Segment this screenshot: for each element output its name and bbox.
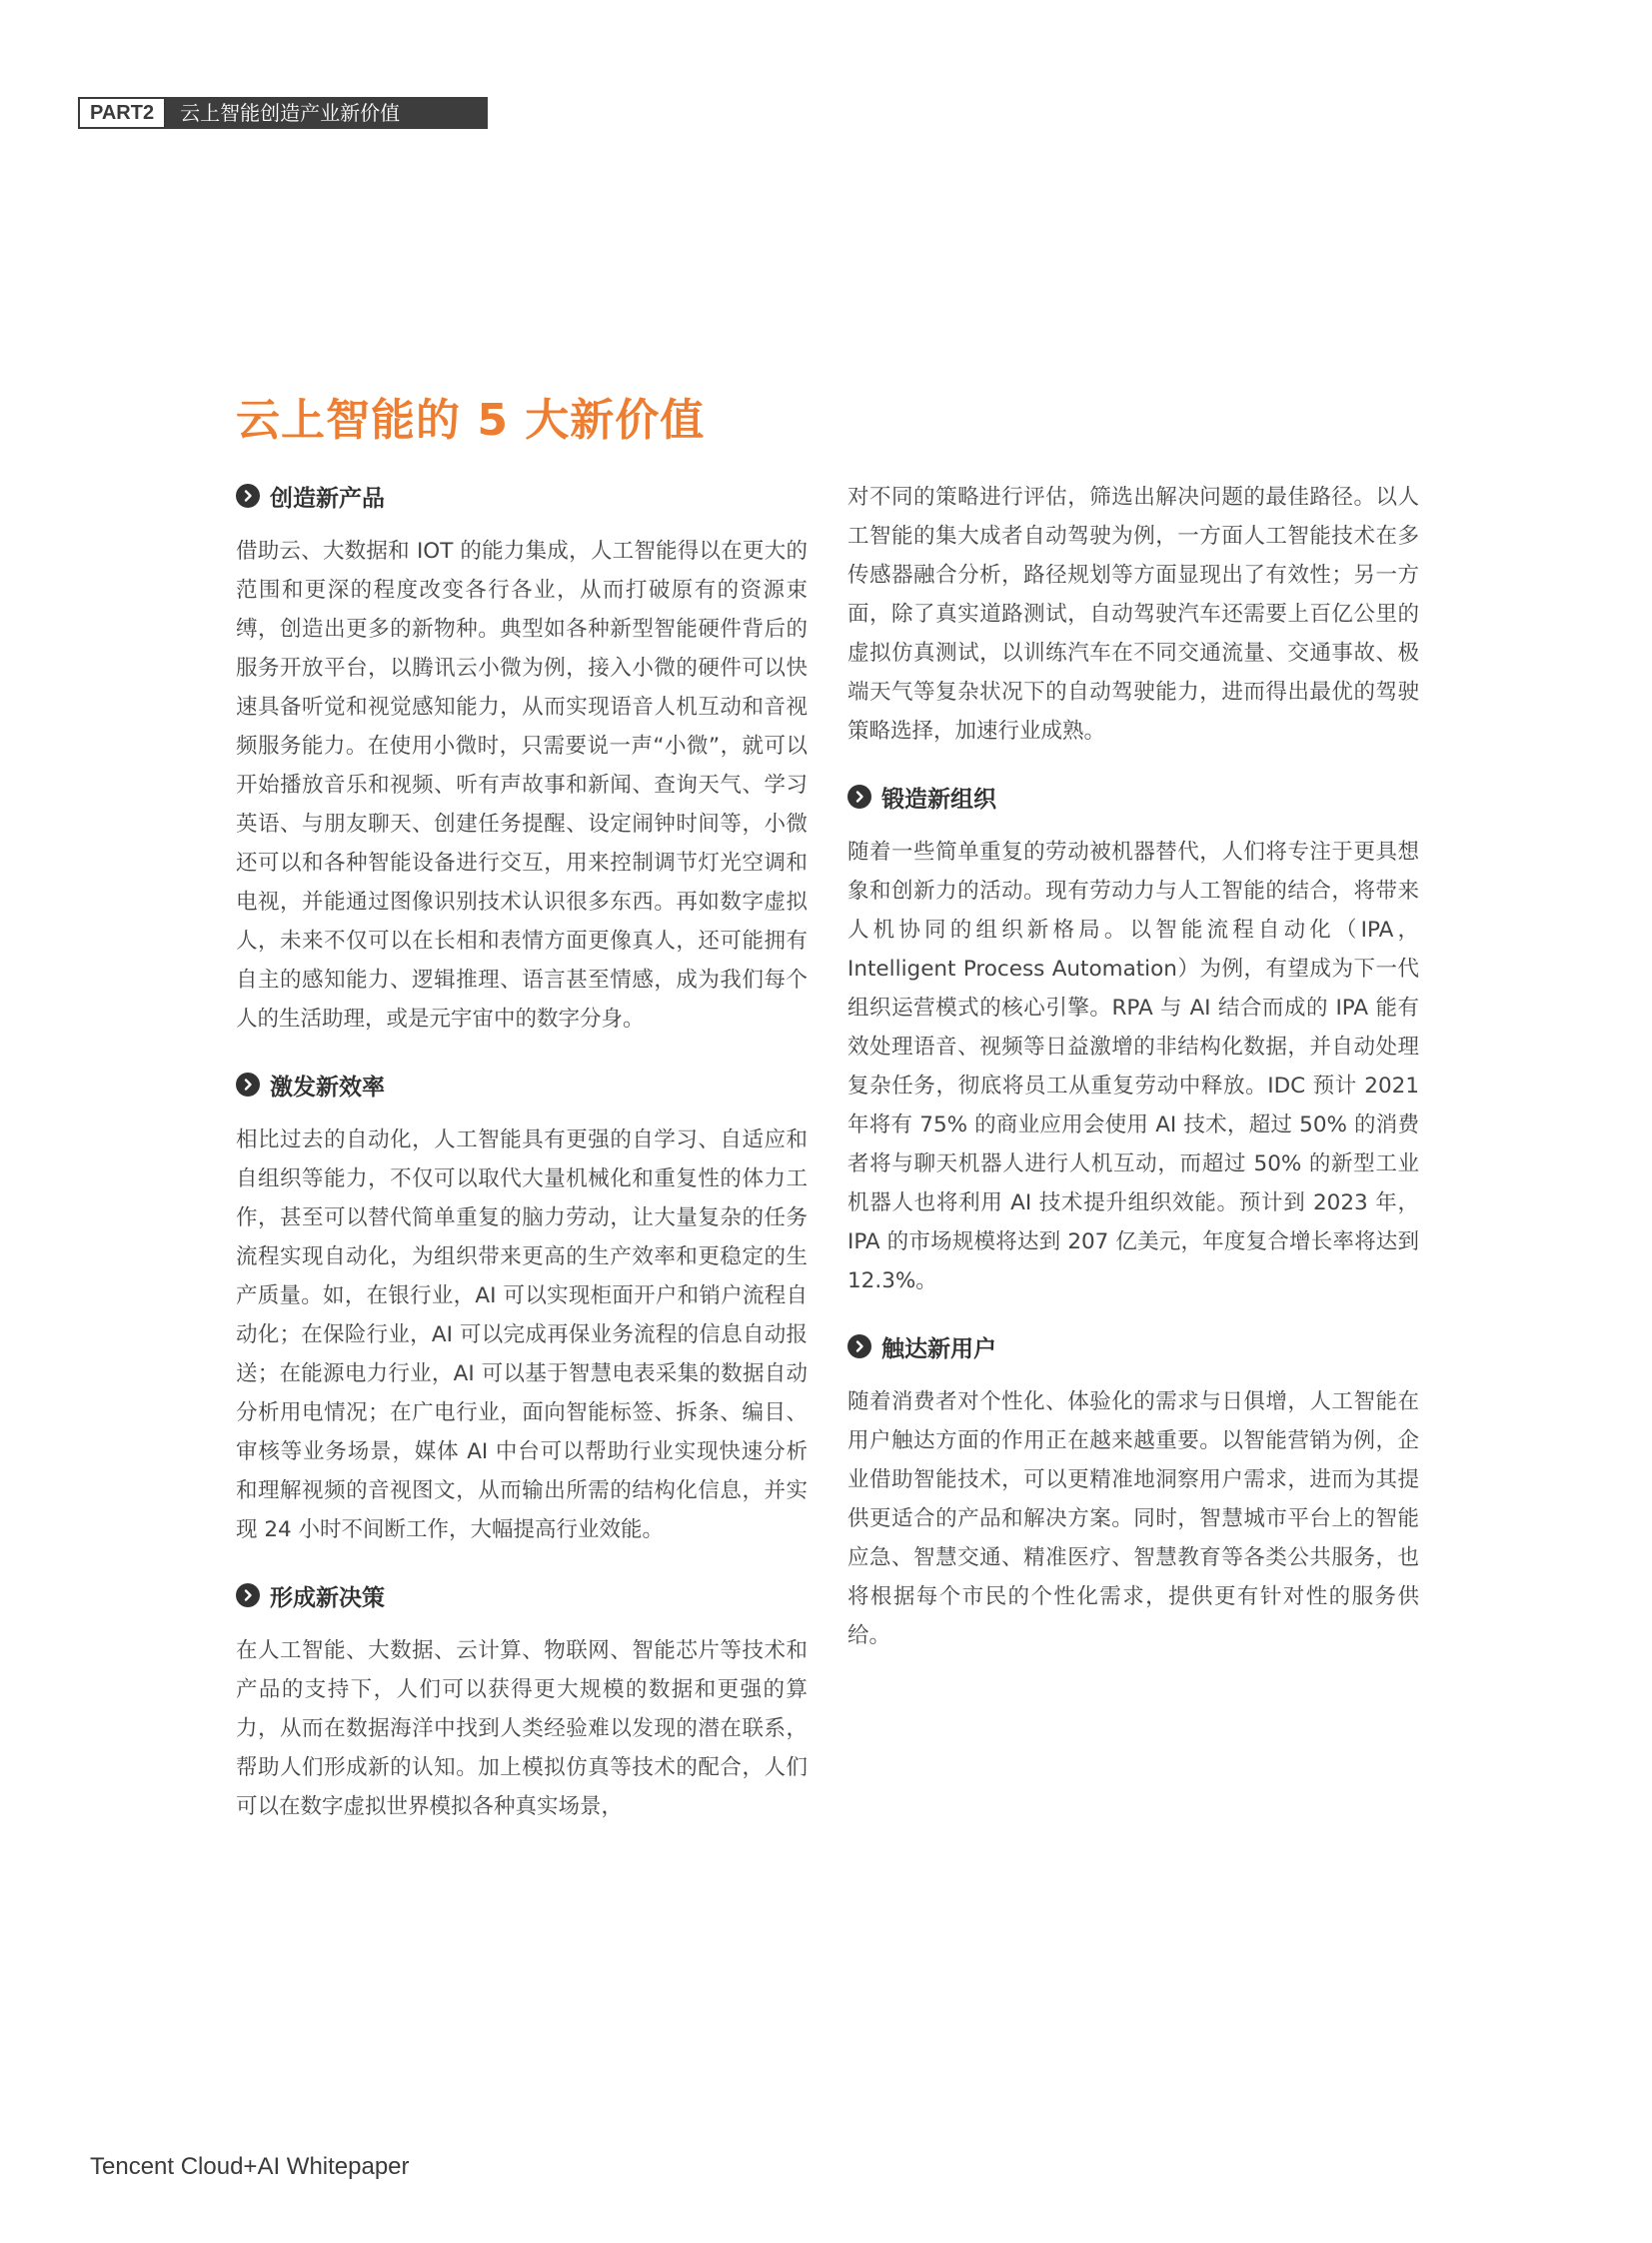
section-heading-text: 创造新产品 — [270, 485, 385, 512]
section-paragraph: 随着消费者对个性化、体验化的需求与日俱增，人工智能在用户触达方面的作用正在越来越重要。以智能营销为例，企业借助智能技术，可以更精准地洞察用户需求，进而为其提供更适合的产品和解决方案。同时，智慧城市平台上的智能应急、智慧交通、精准医疗、智慧教育等各类公共服务，也将根据每个市民的个性化需求，提供更有针对性的服务供给。 — [847, 1389, 1419, 1648]
section-heading-new-organization — [847, 779, 1419, 815]
section-heading-text: 锻造新组织 — [881, 786, 996, 813]
section-heading-new-decisions — [236, 1577, 808, 1613]
section-heading-text: 激发新效率 — [270, 1074, 385, 1101]
section-paragraph: 相比过去的自动化，人工智能具有更强的自学习、自适应和自组织等能力，不仅可以取代大量机械化和重复性的体力工作，甚至可以替代简单重复的脑力劳动，让大量复杂的任务流程实现自动化，为组织带来更高的生产效率和更稳定的生产质量。如，在银行业，AI 可以实现柜面开户和销户流程自动化；在保险行业，AI 可以完成再保业务流程的信息自动报送；在能源电力行业，AI 可以基于智慧电表采集的数据自动分析用电情况；在广电行业，面向智能标签、拆条、编目、审核等业务场景，媒体 AI 中台可以帮助行业实现快速分析和理解视频的音视图文，从而输出所需的结构化信息，并实现 24 小时不间断工作，大幅提高行业效能。 — [236, 1127, 808, 1542]
section-heading-new-products — [236, 478, 808, 514]
header-part-label: PART2 — [78, 97, 166, 129]
section-heading-new-users — [847, 1328, 1419, 1364]
section-paragraph: 借助云、大数据和 IOT 的能力集成，人工智能得以在更大的范围和更深的程度改变各行各业，从而打破原有的资源束缚，创造出更多的新物种。典型如各种新型智能硬件背后的服务开放平台，以腾讯云小微为例，接入小微的硬件可以快速具备听觉和视觉感知能力，从而实现语音人机互动和音视频服务能力。在使用小微时，只需要说一声“小微”，就可以开始播放音乐和视频、听有声故事和新闻、查询天气、学习英语、与朋友聊天、创建任务提醒、设定闹钟时间等，小微还可以和各种智能设备进行交互，用来控制调节灯光空调和电视，并能通过图像识别技术认识很多东西。再如数字虚拟人，未来不仅可以在长相和表情方面更像真人，还可能拥有自主的感知能力、逻辑推理、语言甚至情感，成为我们每个人的生活助理，或是元宇宙中的数字分身。 — [236, 539, 808, 1032]
right-column — [847, 478, 1419, 1655]
chevron-right-icon — [847, 785, 871, 809]
header-bar — [78, 97, 488, 129]
left-column — [236, 478, 808, 1826]
section-heading-new-efficiency — [236, 1067, 808, 1103]
section-heading-text: 触达新用户 — [881, 1335, 996, 1362]
chevron-right-icon — [236, 1583, 260, 1607]
page-title: 云上智能的 5 大新价值 — [236, 395, 706, 446]
chevron-right-icon — [236, 1073, 260, 1097]
chevron-right-icon — [236, 484, 260, 508]
section-paragraph-continued: 对不同的策略进行评估，筛选出解决问题的最佳路径。以人工智能的集大成者自动驾驶为例，一方面人工智能技术在多传感器融合分析，路径规划等方面显现出了有效性；另一方面，除了真实道路测试，自动驾驶汽车还需要上百亿公里的虚拟仿真测试，以训练汽车在不同交通流量、交通事故、极端天气等复杂状况下的自动驾驶能力，进而得出最优的驾驶策略选择，加速行业成熟。 — [847, 485, 1419, 744]
chevron-right-icon — [847, 1334, 871, 1358]
footer-publication-name: Tencent Cloud+AI Whitepaper — [90, 2153, 410, 2180]
section-heading-text: 形成新决策 — [270, 1584, 385, 1611]
section-paragraph: 在人工智能、大数据、云计算、物联网、智能芯片等技术和产品的支持下，人们可以获得更大规模的数据和更强的算力，从而在数据海洋中找到人类经验难以发现的潜在联系，帮助人们形成新的认知。加上模拟仿真等技术的配合，人们可以在数字虚拟世界模拟各种真实场景， — [236, 1638, 808, 1819]
section-paragraph: 随着一些简单重复的劳动被机器替代，人们将专注于更具想象和创新力的活动。现有劳动力与人工智能的结合，将带来人机协同的组织新格局。以智能流程自动化（IPA，Intelligent Process Automation）为例，有望成为下一代组织运营模式的核心引擎。RPA 与 AI 结合而成的 IPA 能有效处理语音、视频等日益激增的非结构化数据，并自动处理复杂任务，彻底将员工从重复劳动中释放。IDC 预计 2021 年将有 75% 的商业应用会使用 AI 技术，超过 50% 的消费者将与聊天机器人进行人机互动，而超过 50% 的新型工业机器人也将利用 AI 技术提升组织效能。预计到 2023 年，IPA 的市场规模将达到 207 亿美元，年度复合增长率将达到 12.3%。 — [847, 840, 1419, 1293]
header-title: 云上智能创造产业新价值 — [166, 97, 488, 129]
